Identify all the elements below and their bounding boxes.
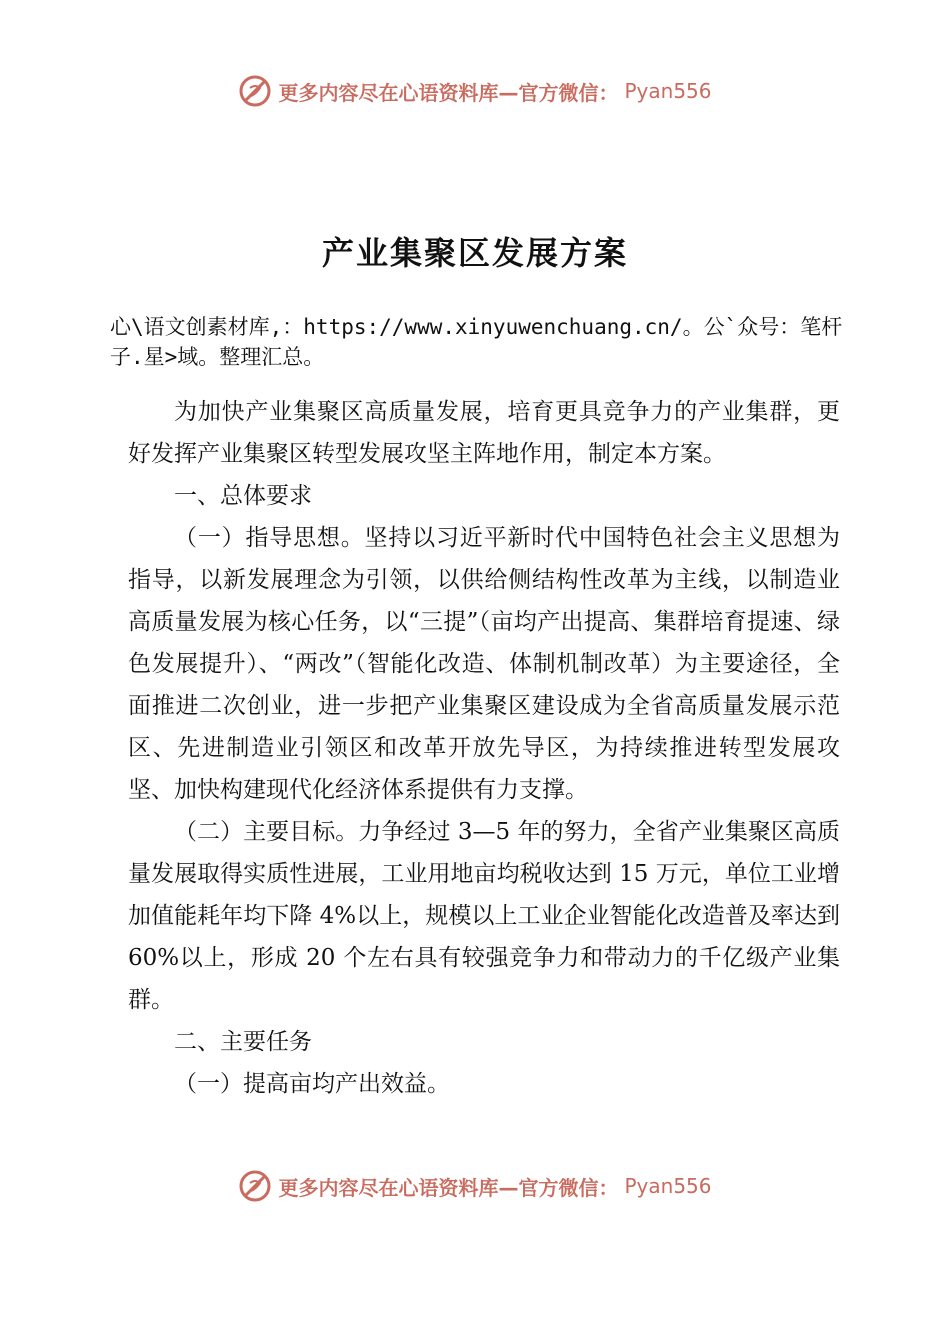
banner-wechat-id: Pyan556	[624, 1174, 712, 1198]
subsection-heading-1: （一）提高亩均产出效益。	[174, 1071, 450, 1097]
banner-text: 更多内容尽在心语资料库—官方微信：	[278, 1175, 619, 1200]
banner-text: 更多内容尽在心语资料库—官方微信：	[278, 80, 619, 105]
document-title: 产业集聚区发展方案	[321, 234, 628, 272]
source-note: 心\语文创素材库,：https://www.xinyuwenchuang.cn/。公`众号：笔杆子.星>域。整理汇总。	[110, 315, 843, 369]
header-watermark-banner	[0, 73, 950, 109]
main-goals-paragraph: （二）主要目标。力争经过 3—5 年的努力，全省产业集聚区高质量发展取得实质性进展，工业用地亩均税收达到 15 万元，单位工业增加值能耗年均下降 4%以上，规模以上工业企业智能化改造普及率达到 60%以上，形成 20 个左右具有较强竞争力和带动力的千亿级产业集群。	[128, 819, 840, 1013]
section-heading-2: 二、主要任务	[174, 1029, 312, 1055]
footer-watermark-banner	[0, 1168, 950, 1204]
banner-wechat-id: Pyan556	[624, 79, 712, 103]
intro-paragraph: 为加快产业集聚区高质量发展，培育更具竞争力的产业集群，更好发挥产业集聚区转型发展攻坚主阵地作用，制定本方案。	[128, 399, 840, 467]
brush-seal-logo-icon	[238, 1169, 272, 1203]
guiding-thought-paragraph: （一）指导思想。坚持以习近平新时代中国特色社会主义思想为指导，以新发展理念为引领，以供给侧结构性改革为主线，以制造业高质量发展为核心任务，以“三提”（亩均产出提高、集群培育提速、绿色发展提升）、“两改”（智能化改造、体制机制改革）为主要途径，全面推进二次创业，进一步把产业集聚区建设成为全省高质量发展示范区、先进制造业引领区和改革开放先导区，为持续推进转型发展攻坚、加快构建现代化经济体系提供有力支撑。	[128, 525, 840, 803]
document-body	[128, 391, 840, 1105]
section-heading-1: 一、总体要求	[174, 483, 312, 509]
brush-seal-logo-icon	[238, 74, 272, 108]
